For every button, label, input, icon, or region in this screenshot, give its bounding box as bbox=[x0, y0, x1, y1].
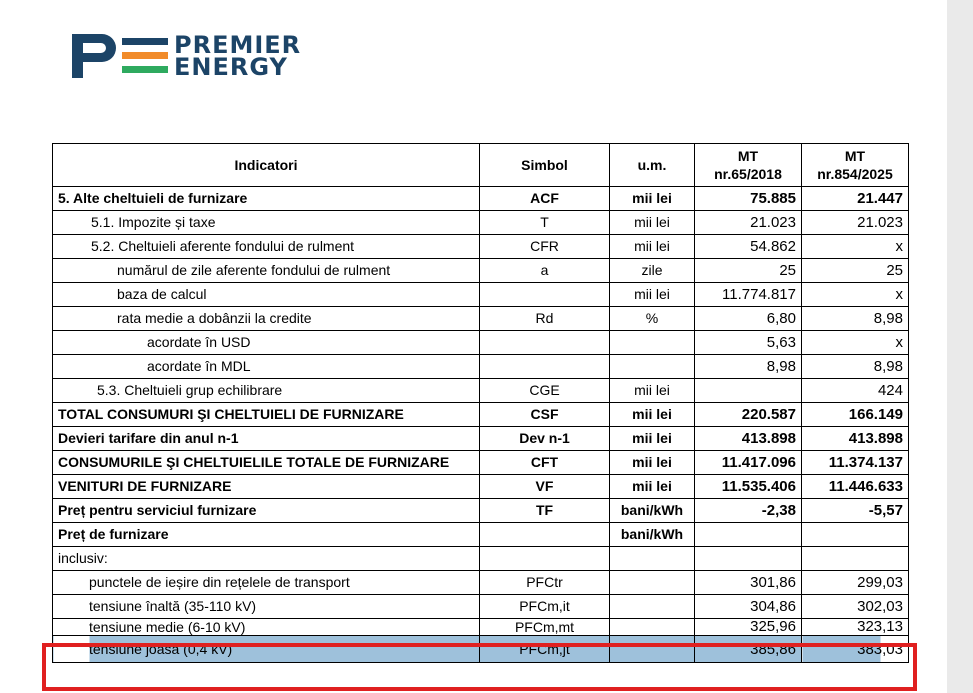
table-row bbox=[53, 235, 909, 259]
cell-value-2018 bbox=[695, 523, 802, 547]
table-row bbox=[53, 331, 909, 355]
cell-value-2025: 21.023 bbox=[802, 211, 909, 235]
cell-value-2025: 11.374.137 bbox=[802, 451, 909, 475]
cell-indicator: 5.2. Cheltuieli aferente fondului de rulment bbox=[53, 235, 480, 259]
cell-value-2025: 8,98 bbox=[802, 307, 909, 331]
header-mt-2018: MT nr.65/2018 bbox=[695, 144, 802, 187]
table-row bbox=[53, 187, 909, 211]
cell-indicator: numărul de zile aferente fondului de rulment bbox=[53, 259, 480, 283]
cell-indicator: 5.1. Impozite și taxe bbox=[53, 211, 480, 235]
table-row bbox=[53, 259, 909, 283]
cell-symbol bbox=[480, 331, 610, 355]
logo-bars-icon bbox=[122, 38, 168, 74]
logo-word-energy: ENERGY bbox=[174, 53, 288, 81]
cell-value-2018: 11.535.406 bbox=[695, 475, 802, 499]
cell-unit: bani/kWh bbox=[610, 499, 695, 523]
table-row bbox=[53, 307, 909, 331]
cell-value-2025: x bbox=[802, 331, 909, 355]
cell-value-2018: 220.587 bbox=[695, 403, 802, 427]
cell-unit[interactable] bbox=[610, 636, 695, 663]
cell-value-2018: 8,98 bbox=[695, 355, 802, 379]
table-row bbox=[53, 379, 909, 403]
cell-value-2025: 25 bbox=[802, 259, 909, 283]
cell-indicator: 5.3. Cheltuieli grup echilibrare bbox=[53, 379, 480, 403]
cell-indicator: inclusiv: bbox=[53, 547, 480, 571]
tariff-table bbox=[52, 143, 909, 663]
cell-value-2018: 25 bbox=[695, 259, 802, 283]
cell-symbol: ACF bbox=[480, 187, 610, 211]
cell-unit: mii lei bbox=[610, 211, 695, 235]
table-row bbox=[53, 499, 909, 523]
cell-unit: mii lei bbox=[610, 427, 695, 451]
table-row bbox=[53, 595, 909, 619]
cell-symbol: a bbox=[480, 259, 610, 283]
cell-value-2025: 8,98 bbox=[802, 355, 909, 379]
cell-symbol[interactable]: PFCm,jt bbox=[480, 636, 610, 663]
cell-symbol: T bbox=[480, 211, 610, 235]
table-row bbox=[53, 283, 909, 307]
cell-value-2025: 11.446.633 bbox=[802, 475, 909, 499]
cell-indicator: Preț de furnizare bbox=[53, 523, 480, 547]
cell-symbol bbox=[480, 283, 610, 307]
cell-symbol: PFCm,it bbox=[480, 595, 610, 619]
cell-unit: mii lei bbox=[610, 475, 695, 499]
cell-unit: zile bbox=[610, 259, 695, 283]
cell-unit: bani/kWh bbox=[610, 523, 695, 547]
cell-indicator: Preț pentru serviciul furnizare bbox=[53, 499, 480, 523]
table-row bbox=[53, 403, 909, 427]
cell-value-2025: 299,03 bbox=[802, 571, 909, 595]
cell-indicator[interactable]: tensiune joasă (0,4 kV) bbox=[53, 636, 480, 663]
cell-indicator: tensiune medie (6-10 kV) bbox=[53, 619, 480, 636]
cell-value-2025: x bbox=[802, 283, 909, 307]
cell-symbol: CFT bbox=[480, 451, 610, 475]
cell-value-2018: 11.417.096 bbox=[695, 451, 802, 475]
cell-value-2025: 166.149 bbox=[802, 403, 909, 427]
cell-value-2018: 75.885 bbox=[695, 187, 802, 211]
cell-indicator: 5. Alte cheltuieli de furnizare bbox=[53, 187, 480, 211]
table-row bbox=[53, 427, 909, 451]
cell-value-2018: 5,63 bbox=[695, 331, 802, 355]
cell-value-2025: -5,57 bbox=[802, 499, 909, 523]
cell-value-2025: 323,13 bbox=[802, 619, 909, 636]
cell-unit bbox=[610, 355, 695, 379]
header-um: u.m. bbox=[610, 144, 695, 187]
cell-value-2018: 6,80 bbox=[695, 307, 802, 331]
cell-symbol: CGE bbox=[480, 379, 610, 403]
cell-value-2025[interactable]: 383,03 bbox=[802, 636, 909, 663]
cell-symbol: VF bbox=[480, 475, 610, 499]
cell-value-2018 bbox=[695, 379, 802, 403]
scrollbar-gutter[interactable] bbox=[947, 0, 973, 693]
cell-symbol bbox=[480, 355, 610, 379]
table-row bbox=[53, 523, 909, 547]
cell-unit: mii lei bbox=[610, 379, 695, 403]
cell-unit bbox=[610, 595, 695, 619]
cell-value-2018: 21.023 bbox=[695, 211, 802, 235]
cell-indicator: tensiune înaltă (35-110 kV) bbox=[53, 595, 480, 619]
cell-indicator: punctele de ieșire din rețelele de transport bbox=[53, 571, 480, 595]
cell-value-2018: 54.862 bbox=[695, 235, 802, 259]
header-simbol: Simbol bbox=[480, 144, 610, 187]
table-row bbox=[53, 619, 909, 636]
premier-energy-logo bbox=[72, 31, 322, 81]
cell-value-2025: x bbox=[802, 235, 909, 259]
cell-unit: mii lei bbox=[610, 403, 695, 427]
cell-value-2018: 325,96 bbox=[695, 619, 802, 636]
cell-symbol: CSF bbox=[480, 403, 610, 427]
cell-value-2025: 413.898 bbox=[802, 427, 909, 451]
table-row bbox=[53, 355, 909, 379]
cell-unit: % bbox=[610, 307, 695, 331]
cell-indicator: Devieri tarifare din anul n-1 bbox=[53, 427, 480, 451]
cell-unit bbox=[610, 331, 695, 355]
cell-symbol: PFCtr bbox=[480, 571, 610, 595]
table-row bbox=[53, 451, 909, 475]
cell-value-2018: 304,86 bbox=[695, 595, 802, 619]
cell-symbol bbox=[480, 547, 610, 571]
table-row bbox=[53, 547, 909, 571]
header-indicatori: Indicatori bbox=[53, 144, 480, 187]
cell-symbol: CFR bbox=[480, 235, 610, 259]
cell-value-2025: 424 bbox=[802, 379, 909, 403]
cell-value-2018: 413.898 bbox=[695, 427, 802, 451]
cell-unit: mii lei bbox=[610, 451, 695, 475]
cell-indicator: VENITURI DE FURNIZARE bbox=[53, 475, 480, 499]
cell-indicator: CONSUMURILE ŞI CHELTUIELILE TOTALE DE FURNIZARE bbox=[53, 451, 480, 475]
table-row-selected[interactable] bbox=[53, 636, 909, 663]
cell-unit bbox=[610, 571, 695, 595]
cell-indicator: rata medie a dobânzii la credite bbox=[53, 307, 480, 331]
header-mt-2025: MT nr.854/2025 bbox=[802, 144, 909, 187]
cell-value-2025 bbox=[802, 523, 909, 547]
cell-symbol: PFCm,mt bbox=[480, 619, 610, 636]
cell-unit bbox=[610, 619, 695, 636]
logo-p-icon bbox=[72, 34, 118, 78]
table-row bbox=[53, 211, 909, 235]
cell-indicator: TOTAL CONSUMURI ŞI CHELTUIELI DE FURNIZARE bbox=[53, 403, 480, 427]
cell-symbol bbox=[480, 523, 610, 547]
cell-value-2025: 302,03 bbox=[802, 595, 909, 619]
table-header-row bbox=[53, 144, 909, 187]
cell-indicator: acordate în MDL bbox=[53, 355, 480, 379]
cell-value-2018: -2,38 bbox=[695, 499, 802, 523]
table-row bbox=[53, 475, 909, 499]
cell-indicator: acordate în USD bbox=[53, 331, 480, 355]
cell-unit: mii lei bbox=[610, 235, 695, 259]
cell-value-2025: 21.447 bbox=[802, 187, 909, 211]
cell-value-2018: 301,86 bbox=[695, 571, 802, 595]
cell-symbol: Dev n-1 bbox=[480, 427, 610, 451]
cell-symbol: TF bbox=[480, 499, 610, 523]
cell-unit: mii lei bbox=[610, 187, 695, 211]
table-row bbox=[53, 571, 909, 595]
logo-word-premier: PREMIER bbox=[174, 31, 302, 59]
cell-unit: mii lei bbox=[610, 283, 695, 307]
cell-value-2018: 11.774.817 bbox=[695, 283, 802, 307]
cell-value-2018[interactable]: 385,86 bbox=[695, 636, 802, 663]
cell-indicator: baza de calcul bbox=[53, 283, 480, 307]
cell-unit bbox=[610, 547, 695, 571]
cell-symbol: Rd bbox=[480, 307, 610, 331]
cell-value-2025 bbox=[802, 547, 909, 571]
cell-value-2018 bbox=[695, 547, 802, 571]
